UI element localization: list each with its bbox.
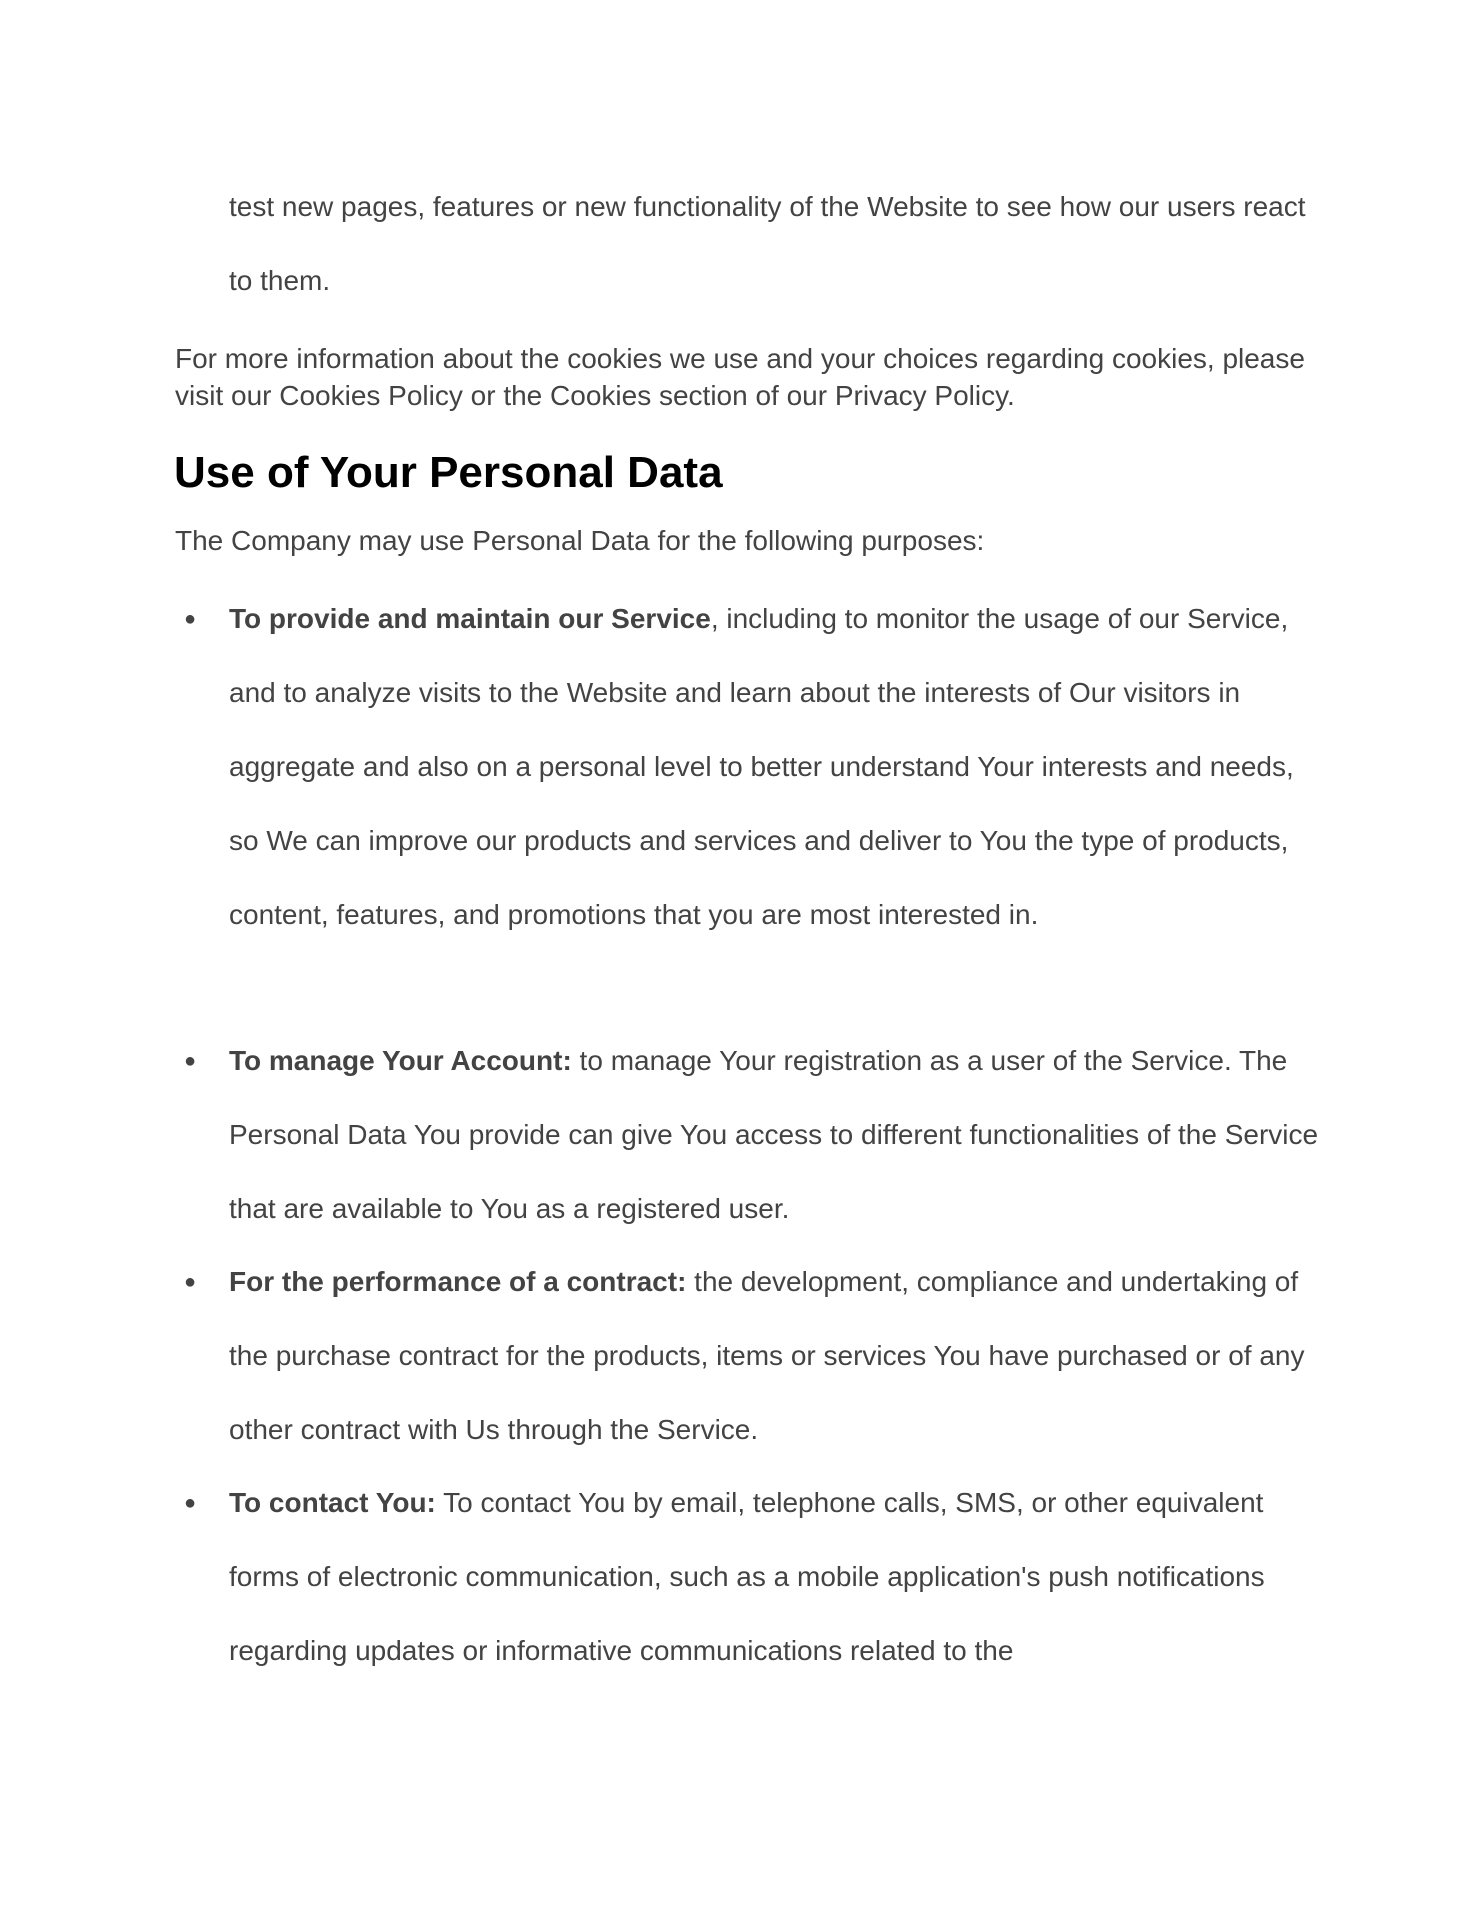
list-item-text: the development, compliance and undertaking of the purchase contract for the products, items or services You have purchased or of any other contract with Us through the Service.: [229, 1266, 1305, 1445]
list-item-title: To manage Your Account:: [229, 1045, 572, 1076]
bullet-icon: ●: [184, 1492, 197, 1514]
list-item-text: , including to monitor the usage of our Service, and to analyze visits to the Website and learn about the interests of Our visitors in aggregate and also on a personal level to better understand Your interests and needs, so We can improve our products and services and deliver to You the type of products, content, features, and promotions that you are most interested in.: [229, 603, 1294, 930]
bullet-icon: ●: [184, 1271, 197, 1293]
bullet-icon: ●: [184, 1050, 197, 1072]
list-item-title: To contact You:: [229, 1487, 436, 1518]
list-item: [184, 1466, 1319, 1688]
bullet-icon: ●: [184, 608, 197, 630]
list-item: [184, 1024, 1319, 1246]
list-item-title: To provide and maintain our Service: [229, 603, 711, 634]
list-item-text: To contact You by email, telephone calls, SMS, or other equivalent forms of electronic communication, such as a mobile application's push notifications regarding updates or informative communications related to the: [229, 1487, 1265, 1666]
list-item: [184, 1245, 1319, 1467]
list-item-text: to manage Your registration as a user of the Service. The Personal Data You provide can give You access to different functionalities of the Service that are available to You as a registered user.: [229, 1045, 1319, 1224]
cookies-paragraph: For more information about the cookies we use and your choices regarding cookies, please visit our Cookies Policy or the Cookies section of our Privacy Policy.: [175, 343, 1305, 411]
section-heading: Use of Your Personal Data: [174, 448, 723, 497]
list-item-title: For the performance of a contract:: [229, 1266, 687, 1297]
intro-paragraph: The Company may use Personal Data for the following purposes:: [175, 525, 985, 556]
list-item: [184, 582, 1319, 952]
continued-list-text: test new pages, features or new functionality of the Website to see how our users react to them.: [229, 191, 1306, 296]
